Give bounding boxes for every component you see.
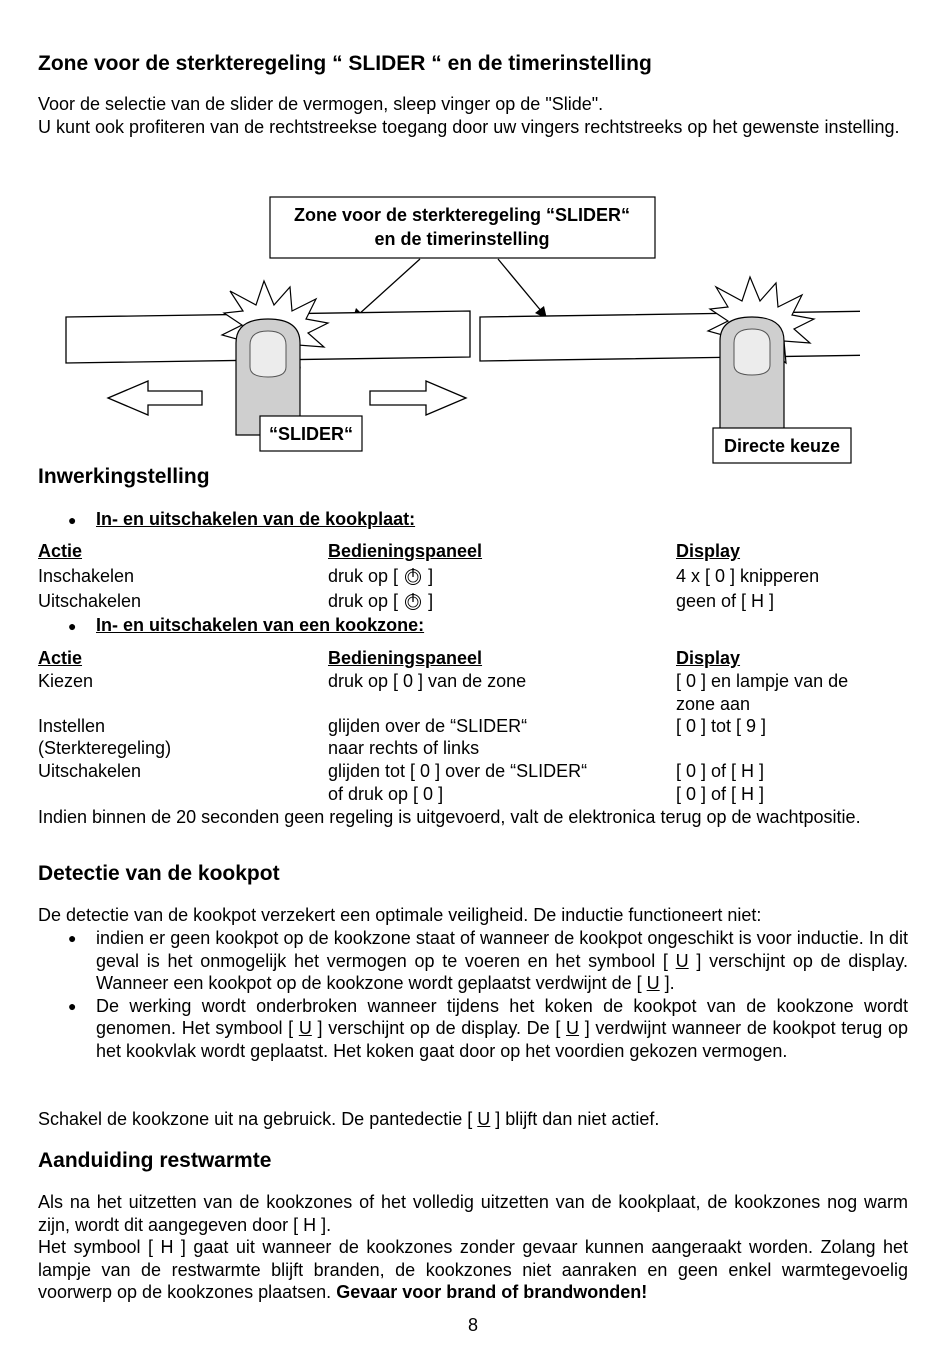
detectie-intro: De detectie van de kookpot verzekert een optimale veiligheid. De inductie functioneert niet: xyxy=(38,905,762,925)
power-icon xyxy=(403,591,423,611)
table2-header: Actie Bedieningspaneel Display xyxy=(38,648,741,668)
table-row: of druk op [ 0 ] [ 0 ] of [ H ] xyxy=(328,784,765,804)
slider-label: “SLIDER“ xyxy=(268,424,354,444)
callout-line1: Zone voor de sterkteregeling “SLIDER“ xyxy=(293,205,631,225)
bullet-icon: ● xyxy=(68,618,77,634)
list-item: ● indien er geen kookpot op de kookzone staat of wanneer de kookpot ongeschikt is voor inductie. In dit geval is het onmogelijk het vermogen op te voeren en het symbool [ U ] verschijnt op de display. Wanneer een kookpot op de kookzone wordt geplaatst verdwijnt de [ U ]. xyxy=(68,928,908,993)
detectie-end: Schakel de kookzone uit na gebruick. De pantedectie [ U ] blijft dan niet actief. xyxy=(38,1109,660,1129)
detectie-bullets xyxy=(38,927,908,1062)
bullet-icon: ● xyxy=(68,930,77,946)
slider-illustration xyxy=(60,195,860,470)
callout-line2: en de timerinstelling xyxy=(374,229,550,249)
table-row: Instellen glijden over de “SLIDER“ [ 0 ] tot [ 9 ] xyxy=(38,716,767,736)
section-title-slider: Zone voor de sterkteregeling “ SLIDER “ en de timerinstelling xyxy=(38,52,652,75)
table-row: Kiezen druk op [ 0 ] van de zone [ 0 ] en lampje van de xyxy=(38,671,849,691)
section-title-inwerking: Inwerkingstelling xyxy=(38,465,210,488)
table-row: Inschakelen druk op [ ] 4 x [ 0 ] knipperen xyxy=(38,566,820,586)
arrow-right-icon xyxy=(370,381,466,415)
section-title-detectie: Detectie van de kookpot xyxy=(38,862,280,885)
table-row: (Sterkteregeling) naar rechts of links xyxy=(38,738,480,758)
section-title-restwarmte: Aanduiding restwarmte xyxy=(38,1149,272,1172)
page-number: 8 xyxy=(467,1315,478,1335)
power-icon xyxy=(403,566,423,586)
table-row: Uitschakelen druk op [ ] geen of [ H ] xyxy=(38,591,775,611)
arrow-left-icon xyxy=(108,381,202,415)
bullet-icon: ● xyxy=(68,512,77,528)
bullet-kookplaat: In- en uitschakelen van de kookplaat: xyxy=(96,509,416,529)
table-row: Uitschakelen glijden tot [ 0 ] over de “SLIDER“ [ 0 ] of [ H ] xyxy=(38,761,765,781)
bullet-icon: ● xyxy=(68,997,77,1014)
list-item: ● De werking wordt onderbroken wanneer tijdens het koken de kookpot van de kookzone wordt genomen. Het symbool [ U ] verschijnt op de display. De [ U ] verdwijnt wanneer de kookpot terug op het kookvlak wordt geplaatst. Het koken gaat door op het voordien gekozen vermogen. xyxy=(68,995,908,1061)
direct-choice-label: Directe keuze xyxy=(723,436,841,456)
restwarmte-paragraph-1: Als na het uitzetten van de kookzones of het volledig uitzetten van de kookplaat, de kookzones nog warm zijn, wordt dit aangegeven door [ H ]. xyxy=(38,1192,908,1235)
bullet-kookzone: In- en uitschakelen van een kookzone: xyxy=(96,615,425,635)
table1-header: Actie Bedieningspaneel Display xyxy=(38,541,741,561)
table-row: zone aan xyxy=(676,694,751,714)
slider-intro-paragraph: Voor de selectie van de slider de vermogen, sleep vinger op de "Slide". U kunt ook profiteren van de rechtstreekse toegang door uw vingers rechtstreeks op het gewenste instelling. xyxy=(38,94,900,137)
warning-text: Gevaar voor brand of brandwonden! xyxy=(336,1282,648,1302)
restwarmte-paragraph-2: Het symbool [ H ] gaat uit wanneer de kookzones zonder gevaar kunnen aangeraakt worden. Zolang het lampje van de restwarmte blijft branden, de kookzones niet aanraken en geen enkel warmtegevoelig voorwerp op de kookzones plaatsen. Gevaar voor brand of brandwonden! xyxy=(38,1237,908,1302)
timeout-note: Indien binnen de 20 seconden geen regeling is uitgevoerd, valt de elektronica terug op de wachtpositie. xyxy=(38,807,861,827)
